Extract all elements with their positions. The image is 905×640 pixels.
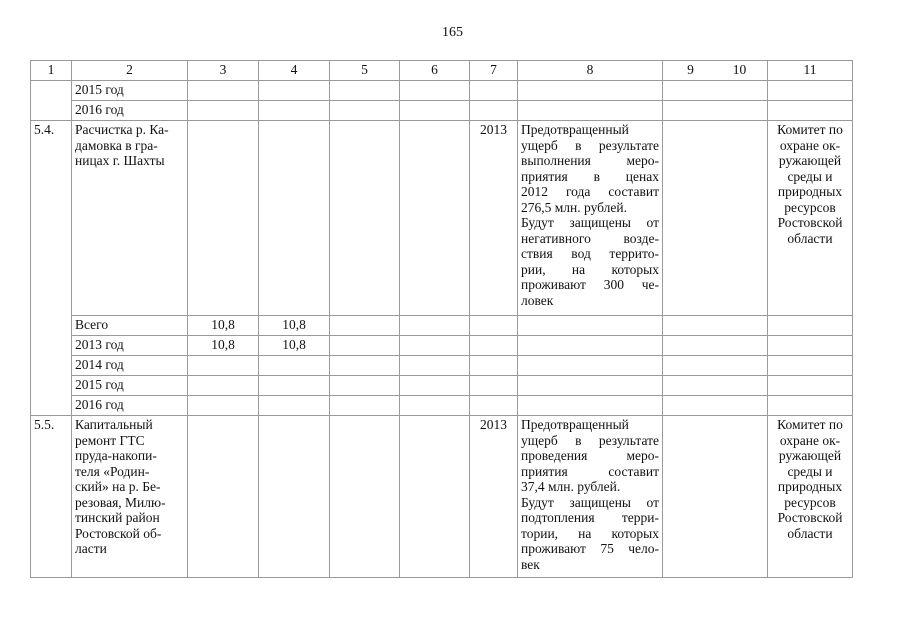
header-cell-8: 8 bbox=[518, 61, 663, 81]
header-cell-1: 1 bbox=[31, 61, 72, 81]
header-cell-4: 4 bbox=[259, 61, 330, 81]
row-label: 2014 год bbox=[72, 356, 188, 376]
table-row bbox=[31, 376, 853, 396]
header-cell-3: 3 bbox=[188, 61, 259, 81]
table-row-5-5 bbox=[31, 416, 853, 578]
header-cell-7: 7 bbox=[470, 61, 518, 81]
item-name-5-4: Расчистка р. Ка- дамовка в гра- ницах г. Шахты bbox=[72, 121, 188, 316]
item-num-5-4: 5.4. bbox=[31, 121, 72, 416]
header-cell-2: 2 bbox=[72, 61, 188, 81]
table-row bbox=[31, 316, 853, 336]
header-cell-9-10 bbox=[663, 61, 768, 81]
item-year-5-4: 2013 bbox=[470, 121, 518, 316]
item-num-5-5: 5.5. bbox=[31, 416, 72, 578]
table-row bbox=[31, 336, 853, 356]
item-effect-5-5: Предотвращенный ущерб в результате проведения меро- приятия составит 37,4 млн. рублей. Будут защищены от подтопления терри- тории, на которых проживают 75 чело- век bbox=[518, 416, 663, 578]
item-year-5-5: 2013 bbox=[470, 416, 518, 578]
row-label: 2016 год bbox=[72, 396, 188, 416]
header-row bbox=[31, 61, 853, 81]
header-cell-11: 11 bbox=[768, 61, 853, 81]
table-row bbox=[31, 81, 853, 101]
row-value-c3: 10,8 bbox=[188, 316, 259, 336]
row-label: 2015 год bbox=[72, 81, 188, 101]
row-value-c4: 10,8 bbox=[259, 316, 330, 336]
item-name-5-5: Капитальный ремонт ГТС пруда-накопи- теля «Родин- ский» на р. Бе- резовая, Милю- тинский район Ростовской об- ласти bbox=[72, 416, 188, 578]
row-value-c3: 10,8 bbox=[188, 336, 259, 356]
item-num-cell bbox=[31, 81, 72, 121]
row-value-c4: 10,8 bbox=[259, 336, 330, 356]
header-cell-6: 6 bbox=[400, 61, 470, 81]
header-cell-9: 9 bbox=[687, 62, 694, 77]
table-row bbox=[31, 356, 853, 376]
header-cell-10: 10 bbox=[732, 62, 747, 77]
table-row bbox=[31, 396, 853, 416]
table-row bbox=[31, 101, 853, 121]
row-label: 2013 год bbox=[72, 336, 188, 356]
table-row-5-4 bbox=[31, 121, 853, 316]
item-executor-5-5: Комитет по охране ок- ружающей среды и природных ресурсов Ростовской области bbox=[768, 416, 853, 578]
item-executor-5-4: Комитет по охране ок- ружающей среды и природных ресурсов Ростовской области bbox=[768, 121, 853, 316]
item-effect-5-4: Предотвращенный ущерб в результате выполнения меро- приятия в ценах 2012 года составит 276,5 млн. рублей. Будут защищены от негативного возде- ствия вод террито- рии, на которых проживают 300 че- ловек bbox=[518, 121, 663, 316]
row-label: 2016 год bbox=[72, 101, 188, 121]
row-label: Всего bbox=[72, 316, 188, 336]
program-table bbox=[30, 60, 853, 578]
row-label: 2015 год bbox=[72, 376, 188, 396]
page-number: 165 bbox=[442, 25, 463, 40]
header-cell-5: 5 bbox=[330, 61, 400, 81]
